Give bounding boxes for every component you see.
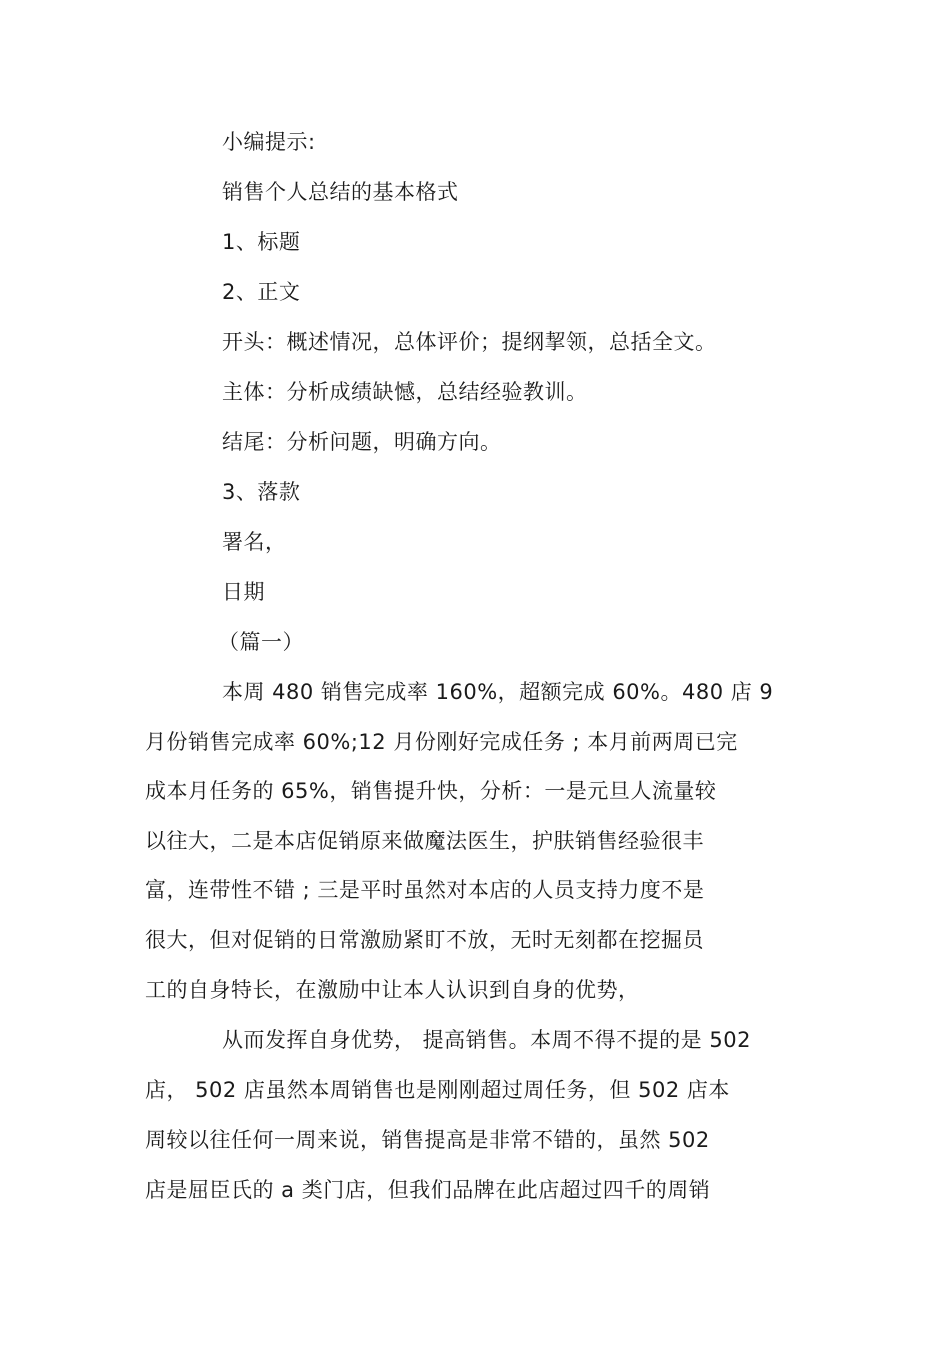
paragraph-line: 周较以往任何一周来说，销售提高是非常不错的，虽然 502 <box>145 1128 710 1152</box>
paragraph-line: 以往大，二是本店促销原来做魔法医生，护肤销售经验很丰 <box>145 829 704 853</box>
paragraph-line: 本周 480 销售完成率 160%，超额完成 60%。480 店 9 <box>222 680 774 704</box>
outline-date: 日期 <box>222 580 265 604</box>
paragraph-line: 富，连带性不错 ; 三是平时虽然对本店的人员支持力度不是 <box>145 878 705 902</box>
outline-item-body: 2、正文 <box>222 280 301 304</box>
outline-opening: 开头：概述情况，总体评价；提纲挈领，总括全文。 <box>222 330 717 354</box>
paragraph-line: 店是屈臣氏的 a 类门店，但我们品牌在此店超过四千的周销 <box>145 1178 711 1202</box>
paragraph-line: 月份销售完成率 60%;12 月份刚好完成任务 ; 本月前两周已完 <box>145 730 738 754</box>
outline-ending: 结尾：分析问题，明确方向。 <box>222 430 502 454</box>
paragraph-line: 成本月任务的 65%，销售提升快，分析：一是元旦人流量较 <box>145 779 717 803</box>
paragraph-line: 工的自身特长，在激励中让本人认识到自身的优势， <box>145 978 640 1002</box>
outline-item-signature: 3、落款 <box>222 480 301 504</box>
format-title: 销售个人总结的基本格式 <box>222 180 459 204</box>
outline-signature: 署名， <box>222 530 287 554</box>
paragraph-line: 很大，但对促销的日常激励紧盯不放，无时无刻都在挖掘员 <box>145 928 704 952</box>
outline-main: 主体：分析成绩缺憾，总结经验教训。 <box>222 380 588 404</box>
outline-item-title: 1、标题 <box>222 230 301 254</box>
paragraph-line: 店， 502 店虽然本周销售也是刚刚超过周任务，但 502 店本 <box>145 1078 730 1102</box>
paragraph-line: 从而发挥自身优势， 提高销售。本周不得不提的是 502 <box>222 1028 751 1052</box>
tip-heading: 小编提示: <box>222 130 316 154</box>
section-label: （篇一） <box>218 630 304 654</box>
